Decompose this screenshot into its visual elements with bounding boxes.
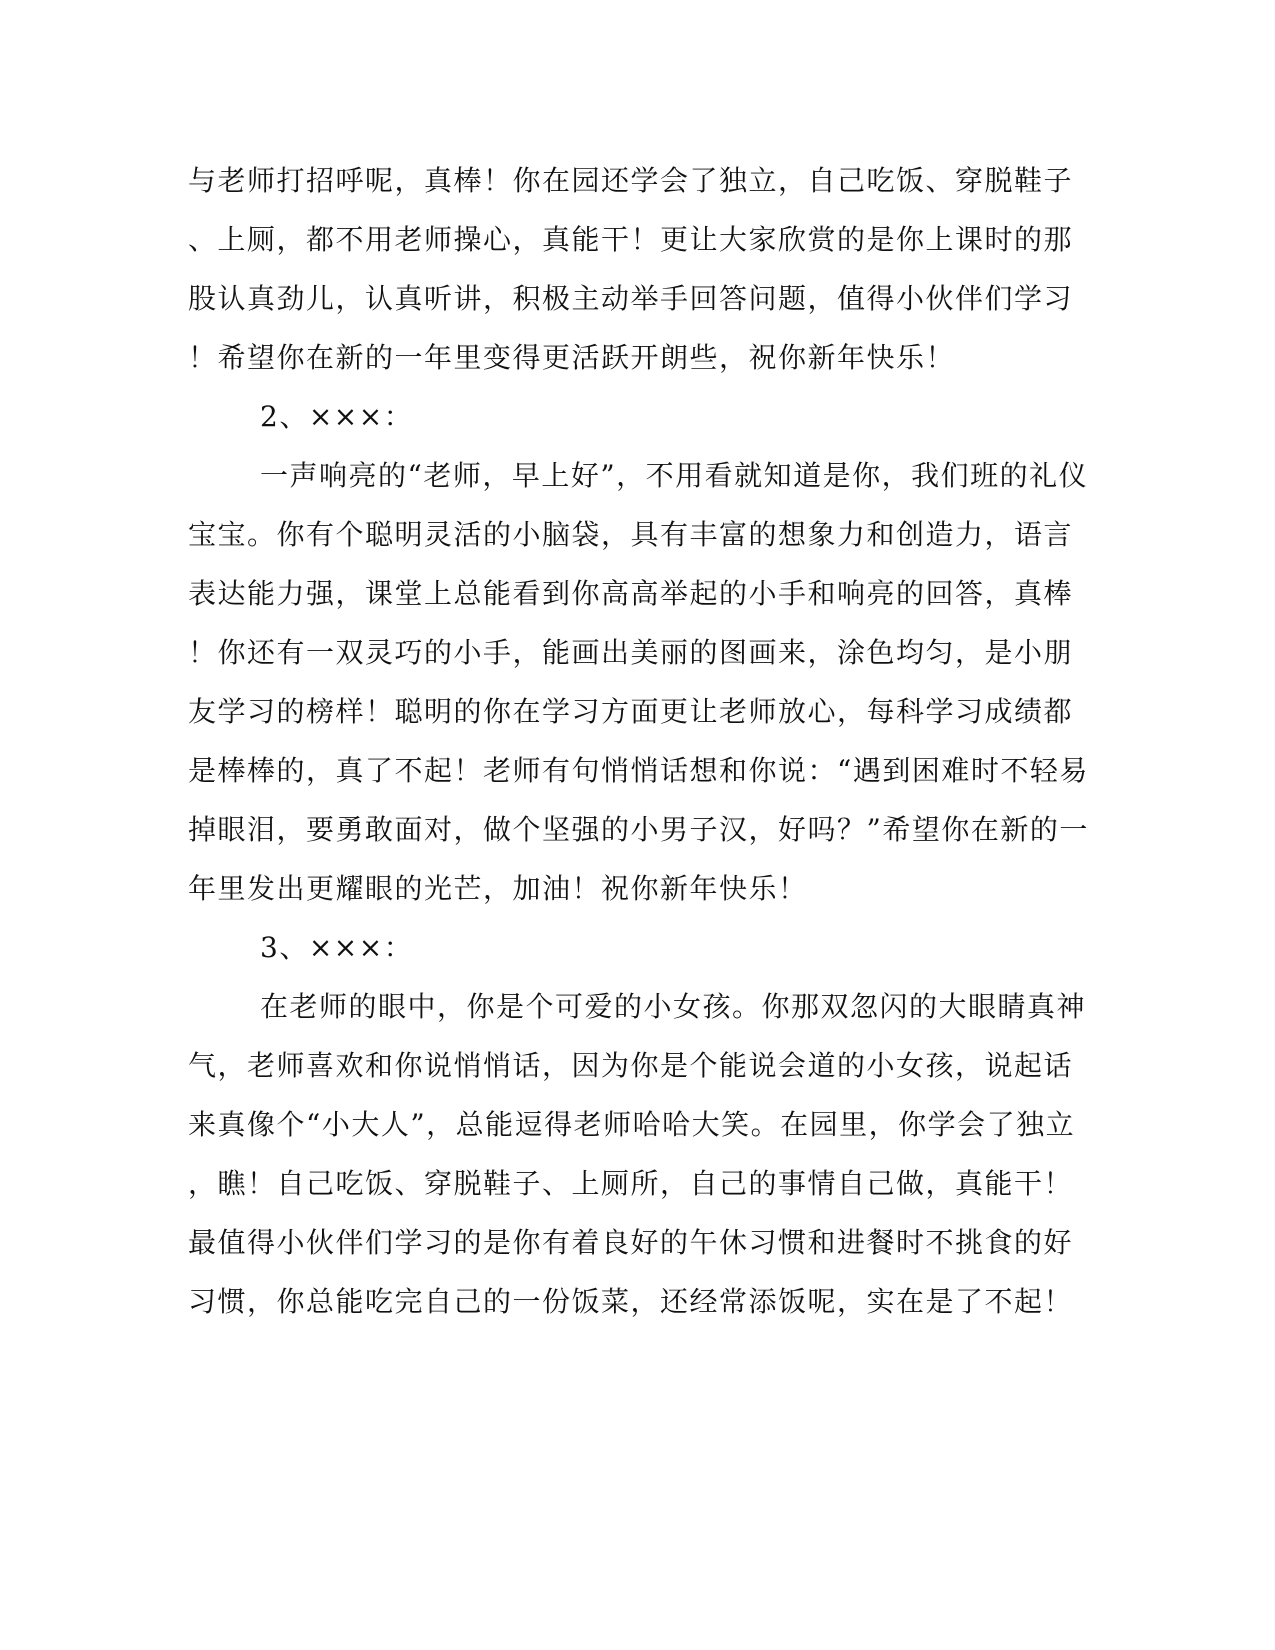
text-line: 是棒棒的，真了不起！老师有句悄悄话想和你说：“遇到困难时不轻易 xyxy=(188,754,1089,787)
text-line: 习惯，你总能吃完自己的一份饭菜，还经常添饭呢，实在是了不起！ xyxy=(188,1285,1074,1318)
text-line: ，瞧！自己吃饭、穿脱鞋子、上厕所，自己的事情自己做，真能干！ xyxy=(188,1167,1074,1200)
section-heading: 2、×××： xyxy=(260,400,414,433)
text-line: 宝宝。你有个聪明灵活的小脑袋，具有丰富的想象力和创造力，语言 xyxy=(188,518,1074,551)
text-line: 一声响亮的“老师，早上好”，不用看就知道是你，我们班的礼仪 xyxy=(260,459,1089,492)
text-line: 在老师的眼中，你是个可爱的小女孩。你那双忽闪的大眼睛真神 xyxy=(260,990,1087,1023)
text-line: ！你还有一双灵巧的小手，能画出美丽的图画来，涂色均匀，是小朋 xyxy=(188,636,1074,669)
text-line: 来真像个“小大人”，总能逗得老师哈哈大笑。在园里，你学会了独立 xyxy=(188,1108,1076,1141)
text-line: 气，老师喜欢和你说悄悄话，因为你是个能说会道的小女孩，说起话 xyxy=(188,1049,1074,1082)
text-line: 友学习的榜样！聪明的你在学习方面更让老师放心，每科学习成绩都 xyxy=(188,695,1074,728)
text-line: 与老师打招呼呢，真棒！你在园还学会了独立，自己吃饭、穿脱鞋子 xyxy=(188,164,1074,197)
text-line: ！希望你在新的一年里变得更活跃开朗些，祝你新年快乐！ xyxy=(188,341,956,374)
text-line: 最值得小伙伴们学习的是你有着良好的午休习惯和进餐时不挑食的好 xyxy=(188,1226,1074,1259)
text-line: 、上厕，都不用老师操心，真能干！更让大家欣赏的是你上课时的那 xyxy=(188,223,1074,256)
text-line: 表达能力强，课堂上总能看到你高高举起的小手和响亮的回答，真棒 xyxy=(188,577,1074,610)
text-line: 掉眼泪，要勇敢面对，做个坚强的小男子汉，好吗？”希望你在新的一 xyxy=(188,813,1089,846)
text-line: 年里发出更耀眼的光芒，加油！祝你新年快乐！ xyxy=(188,872,808,905)
text-line: 股认真劲儿，认真听讲，积极主动举手回答问题，值得小伙伴们学习 xyxy=(188,282,1074,315)
section-heading: 3、×××： xyxy=(260,931,414,964)
